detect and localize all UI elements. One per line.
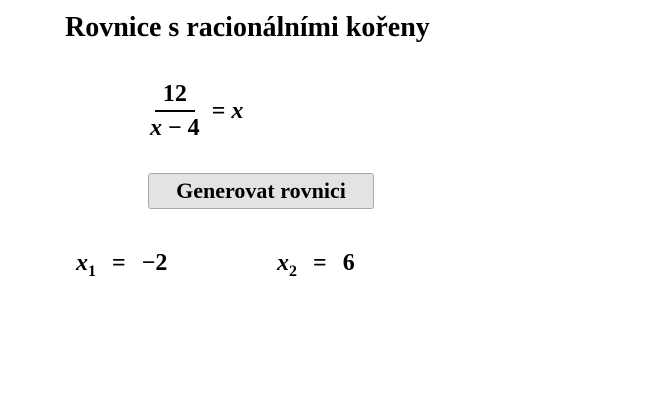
root-variable: x <box>277 250 289 276</box>
denominator-constant: − 4 <box>168 115 200 141</box>
fraction <box>150 80 200 142</box>
root-index: 2 <box>289 263 297 280</box>
equation <box>150 80 243 142</box>
root-x1 <box>76 250 168 280</box>
generate-equation-button[interactable]: Generovat rovnici <box>148 173 374 209</box>
fraction-numerator: 12 <box>155 80 195 112</box>
equals-sign: = <box>211 97 226 124</box>
denominator-variable: x <box>150 115 162 141</box>
root-value: −2 <box>141 250 168 276</box>
root-variable: x <box>76 250 88 276</box>
root-value: 6 <box>342 250 355 276</box>
root-equals-sign: = <box>313 250 327 276</box>
fraction-denominator <box>150 112 200 142</box>
root-x2 <box>277 250 355 280</box>
page-title: Rovnice s racionálními kořeny <box>65 12 430 43</box>
root-index: 1 <box>88 263 96 280</box>
equation-right-side: x <box>231 97 244 124</box>
root-equals-sign: = <box>112 250 126 276</box>
